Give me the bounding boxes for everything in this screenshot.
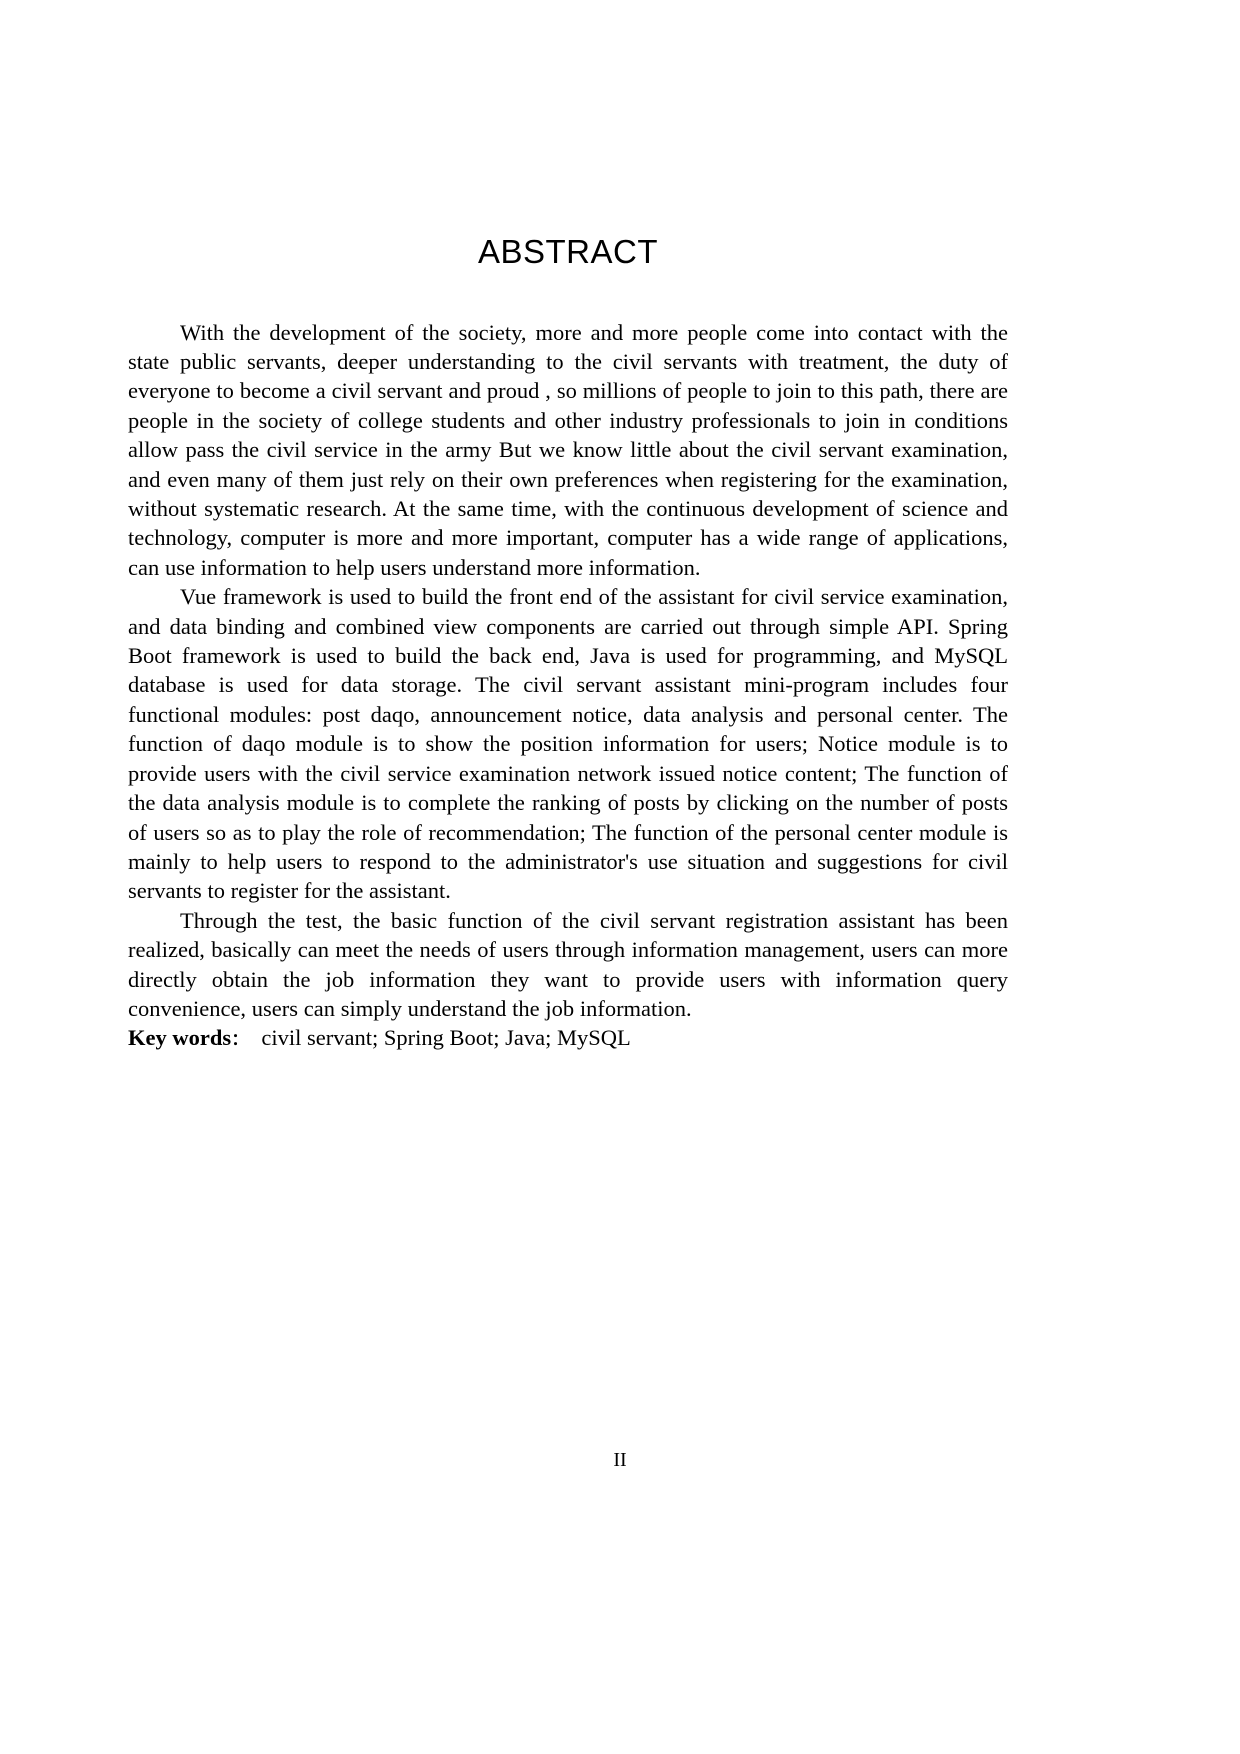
abstract-paragraph-1: With the development of the society, more and more people come into contact with the state public servants, deeper understanding to the civil servants with treatment, the duty of everyone to become a civil servant and proud , so millions of people to join to this path, there are people in the society of college students and other industry professionals to join in conditions allow pass the civil service in the army But we know little about the civil servant examination, and even many of them just rely on their own preferences when registering for the examination, without systematic research. At the same time, with the continuous development of science and technology, computer is more and more important, computer has a wide range of applications, can use information to help users understand more information. bbox=[128, 319, 1008, 580]
page-content bbox=[128, 0, 1008, 1055]
abstract-body bbox=[128, 318, 1008, 1055]
abstract-paragraph-3: Through the test, the basic function of the civil servant registration assistant has been realized, basically can meet the needs of users through information management, users can more directly obtain the job information they want to provide users with information query convenience, users can simply understand the job information. bbox=[128, 907, 1008, 1021]
keywords-line bbox=[128, 1023, 1008, 1054]
keywords-values: civil servant; Spring Boot; Java; MySQL bbox=[261, 1025, 631, 1051]
page-title: ABSTRACT bbox=[477, 233, 659, 270]
page-number: II bbox=[613, 1449, 627, 1471]
keywords-label: Key words bbox=[128, 1025, 232, 1051]
keywords-colon: ： bbox=[231, 1028, 251, 1051]
abstract-paragraph-2: Vue framework is used to build the front end of the assistant for civil service examination, and data binding and combined view components are carried out through simple API. Spring Boot framework is used to build the back end, Java is used for programming, and MySQL database is used for data storage. The civil servant assistant mini-program includes four functional modules: post daqo, announcement notice, data analysis and personal center. The function of daqo module is to show the position information for users; Notice module is to provide users with the civil service examination network issued notice content; The function of the data analysis module is to complete the ranking of posts by clicking on the number of posts of users so as to play the role of recommendation; The function of the personal center module is mainly to help users to respond to the administrator's use situation and suggestions for civil servants to register for the assistant. bbox=[128, 584, 1008, 904]
